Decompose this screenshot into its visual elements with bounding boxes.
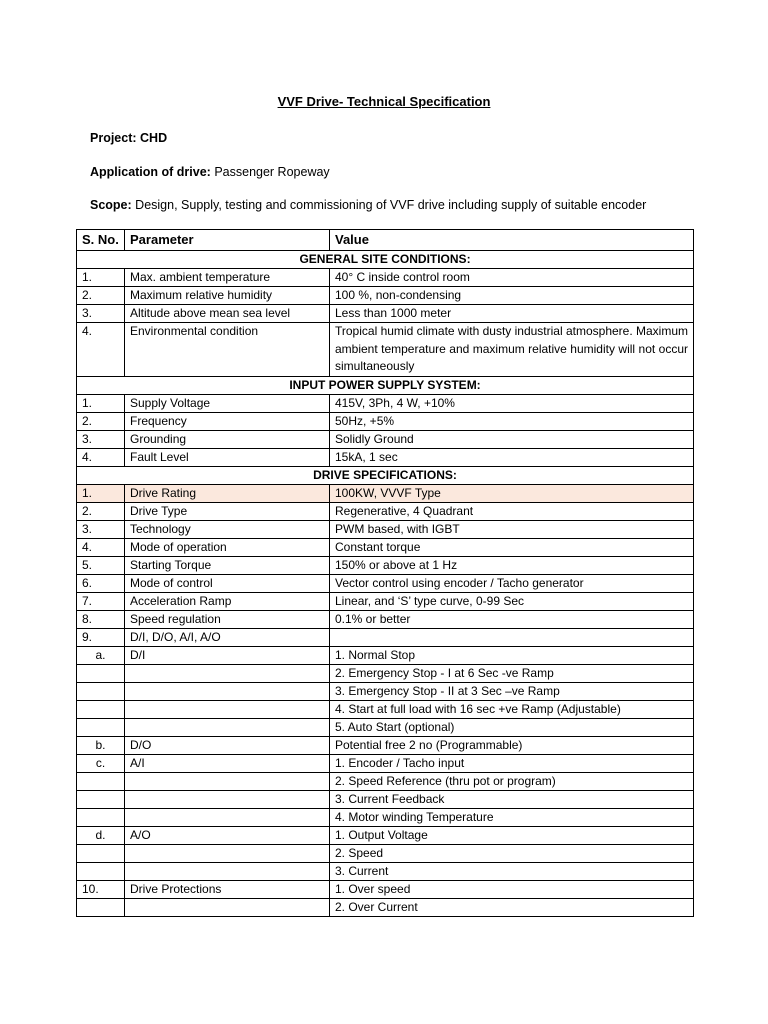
- cell-value: Less than 1000 meter: [330, 305, 694, 323]
- table-row: [77, 682, 694, 700]
- cell-parameter: [125, 682, 330, 700]
- cell-value: 150% or above at 1 Hz: [330, 556, 694, 574]
- cell-parameter: Max. ambient temperature: [125, 269, 330, 287]
- cell-sno: 4.: [77, 323, 125, 377]
- project-line: [90, 131, 167, 145]
- table-row: [77, 628, 694, 646]
- cell-parameter: [125, 898, 330, 916]
- cell-sno: 6.: [77, 574, 125, 592]
- table-row: [77, 646, 694, 664]
- cell-parameter: D/I: [125, 646, 330, 664]
- scope-value: Design, Supply, testing and commissioning of VVF drive including supply of suitable encoder: [135, 198, 647, 212]
- document-title: VVF Drive- Technical Specification: [277, 94, 491, 109]
- header-value: Value: [330, 230, 694, 251]
- cell-parameter: Drive Rating: [125, 484, 330, 502]
- table-row: [77, 880, 694, 898]
- cell-parameter: Environmental condition: [125, 323, 330, 377]
- cell-sno: 10.: [77, 880, 125, 898]
- cell-sno: 8.: [77, 610, 125, 628]
- table-row: [77, 790, 694, 808]
- section-header-row: [77, 376, 694, 394]
- cell-parameter: Technology: [125, 520, 330, 538]
- cell-value: Constant torque: [330, 538, 694, 556]
- header-parameter: Parameter: [125, 230, 330, 251]
- table-row: [77, 556, 694, 574]
- cell-value: 1. Over speed: [330, 880, 694, 898]
- cell-value: 1. Normal Stop: [330, 646, 694, 664]
- cell-parameter: [125, 808, 330, 826]
- section-header-row: [77, 466, 694, 484]
- cell-sno: 2.: [77, 502, 125, 520]
- cell-sno: 1.: [77, 394, 125, 412]
- cell-parameter: [125, 772, 330, 790]
- cell-value: 3. Emergency Stop - II at 3 Sec –ve Ramp: [330, 682, 694, 700]
- table-row: [77, 448, 694, 466]
- cell-value: PWM based, with IGBT: [330, 520, 694, 538]
- cell-parameter: Frequency: [125, 412, 330, 430]
- cell-sno: 4.: [77, 538, 125, 556]
- cell-sno: 2.: [77, 287, 125, 305]
- cell-sno: [77, 844, 125, 862]
- project-value: CHD: [140, 131, 168, 145]
- spec-table: [76, 229, 694, 917]
- cell-value: Linear, and ‘S’ type curve, 0-99 Sec: [330, 592, 694, 610]
- cell-value: 40° C inside control room: [330, 269, 694, 287]
- scope-label: Scope:: [90, 198, 132, 212]
- cell-parameter: Acceleration Ramp: [125, 592, 330, 610]
- table-row: [77, 754, 694, 772]
- table-row: [77, 862, 694, 880]
- table-row: [77, 269, 694, 287]
- cell-value: 3. Current Feedback: [330, 790, 694, 808]
- cell-value: 1. Encoder / Tacho input: [330, 754, 694, 772]
- cell-sno: [77, 790, 125, 808]
- table-row: [77, 718, 694, 736]
- table-body: [77, 251, 694, 917]
- cell-sno: [77, 682, 125, 700]
- cell-sno: 9.: [77, 628, 125, 646]
- cell-value: Potential free 2 no (Programmable): [330, 736, 694, 754]
- table-row: [77, 844, 694, 862]
- cell-parameter: [125, 844, 330, 862]
- application-value: Passenger Ropeway: [214, 165, 330, 179]
- table-row: [77, 772, 694, 790]
- table-row: [77, 287, 694, 305]
- cell-sno: 3.: [77, 430, 125, 448]
- cell-sno: a.: [77, 646, 125, 664]
- table-row: [77, 305, 694, 323]
- section-header-row: [77, 251, 694, 269]
- cell-value: Vector control using encoder / Tacho generator: [330, 574, 694, 592]
- cell-sno: [77, 664, 125, 682]
- cell-parameter: Mode of control: [125, 574, 330, 592]
- application-line: [90, 165, 330, 179]
- cell-sno: c.: [77, 754, 125, 772]
- cell-parameter: Altitude above mean sea level: [125, 305, 330, 323]
- cell-sno: 5.: [77, 556, 125, 574]
- table-row: [77, 700, 694, 718]
- cell-value: 5. Auto Start (optional): [330, 718, 694, 736]
- table-row: [77, 574, 694, 592]
- cell-parameter: Supply Voltage: [125, 394, 330, 412]
- cell-value: 50Hz, +5%: [330, 412, 694, 430]
- cell-sno: [77, 700, 125, 718]
- cell-value: 4. Motor winding Temperature: [330, 808, 694, 826]
- table-row: [77, 520, 694, 538]
- section-title: GENERAL SITE CONDITIONS:: [77, 251, 694, 269]
- table-header-row: [77, 230, 694, 251]
- cell-value: 2. Speed Reference (thru pot or program): [330, 772, 694, 790]
- table-row: [77, 412, 694, 430]
- table-row: [77, 808, 694, 826]
- cell-parameter: Fault Level: [125, 448, 330, 466]
- cell-sno: 1.: [77, 269, 125, 287]
- cell-parameter: [125, 664, 330, 682]
- cell-parameter: [125, 790, 330, 808]
- cell-value: 0.1% or better: [330, 610, 694, 628]
- cell-parameter: Drive Protections: [125, 880, 330, 898]
- table-row: [77, 610, 694, 628]
- table-row: [77, 898, 694, 916]
- cell-value: 15kA, 1 sec: [330, 448, 694, 466]
- project-label: Project:: [90, 131, 137, 145]
- cell-value: 2. Emergency Stop - I at 6 Sec -ve Ramp: [330, 664, 694, 682]
- application-label: Application of drive:: [90, 165, 211, 179]
- table-row: [77, 323, 694, 377]
- cell-parameter: Grounding: [125, 430, 330, 448]
- cell-sno: [77, 898, 125, 916]
- cell-value: Tropical humid climate with dusty industrial atmosphere. Maximum ambient temperature and maximum relative humidity will not occur simultaneously: [330, 323, 694, 377]
- cell-parameter: D/O: [125, 736, 330, 754]
- cell-value: 100 %, non-condensing: [330, 287, 694, 305]
- cell-value: Solidly Ground: [330, 430, 694, 448]
- cell-value: [330, 628, 694, 646]
- cell-sno: [77, 862, 125, 880]
- table-row: [77, 394, 694, 412]
- cell-parameter: Drive Type: [125, 502, 330, 520]
- cell-value: 100KW, VVVF Type: [330, 484, 694, 502]
- cell-sno: 3.: [77, 520, 125, 538]
- table-row: [77, 502, 694, 520]
- header-sno: S. No.: [77, 230, 125, 251]
- cell-sno: [77, 808, 125, 826]
- cell-value: Regenerative, 4 Quadrant: [330, 502, 694, 520]
- cell-sno: [77, 718, 125, 736]
- cell-sno: b.: [77, 736, 125, 754]
- cell-parameter: [125, 862, 330, 880]
- cell-sno: 4.: [77, 448, 125, 466]
- cell-value: 415V, 3Ph, 4 W, +10%: [330, 394, 694, 412]
- cell-sno: d.: [77, 826, 125, 844]
- cell-sno: 2.: [77, 412, 125, 430]
- cell-parameter: A/I: [125, 754, 330, 772]
- cell-parameter: [125, 718, 330, 736]
- cell-value: 1. Output Voltage: [330, 826, 694, 844]
- table-row: [77, 664, 694, 682]
- section-title: INPUT POWER SUPPLY SYSTEM:: [77, 376, 694, 394]
- table-row: [77, 592, 694, 610]
- cell-sno: 7.: [77, 592, 125, 610]
- cell-sno: [77, 772, 125, 790]
- cell-sno: 3.: [77, 305, 125, 323]
- cell-value: 3. Current: [330, 862, 694, 880]
- cell-parameter: A/O: [125, 826, 330, 844]
- cell-sno: 1.: [77, 484, 125, 502]
- cell-value: 2. Over Current: [330, 898, 694, 916]
- table-row: [77, 484, 694, 502]
- table-row: [77, 736, 694, 754]
- cell-parameter: Speed regulation: [125, 610, 330, 628]
- table-row: [77, 826, 694, 844]
- section-title: DRIVE SPECIFICATIONS:: [77, 466, 694, 484]
- table-row: [77, 430, 694, 448]
- table-row: [77, 538, 694, 556]
- cell-parameter: Starting Torque: [125, 556, 330, 574]
- cell-parameter: Mode of operation: [125, 538, 330, 556]
- cell-parameter: D/I, D/O, A/I, A/O: [125, 628, 330, 646]
- scope-line: [90, 198, 646, 212]
- cell-value: 2. Speed: [330, 844, 694, 862]
- cell-parameter: Maximum relative humidity: [125, 287, 330, 305]
- cell-value: 4. Start at full load with 16 sec +ve Ramp (Adjustable): [330, 700, 694, 718]
- cell-parameter: [125, 700, 330, 718]
